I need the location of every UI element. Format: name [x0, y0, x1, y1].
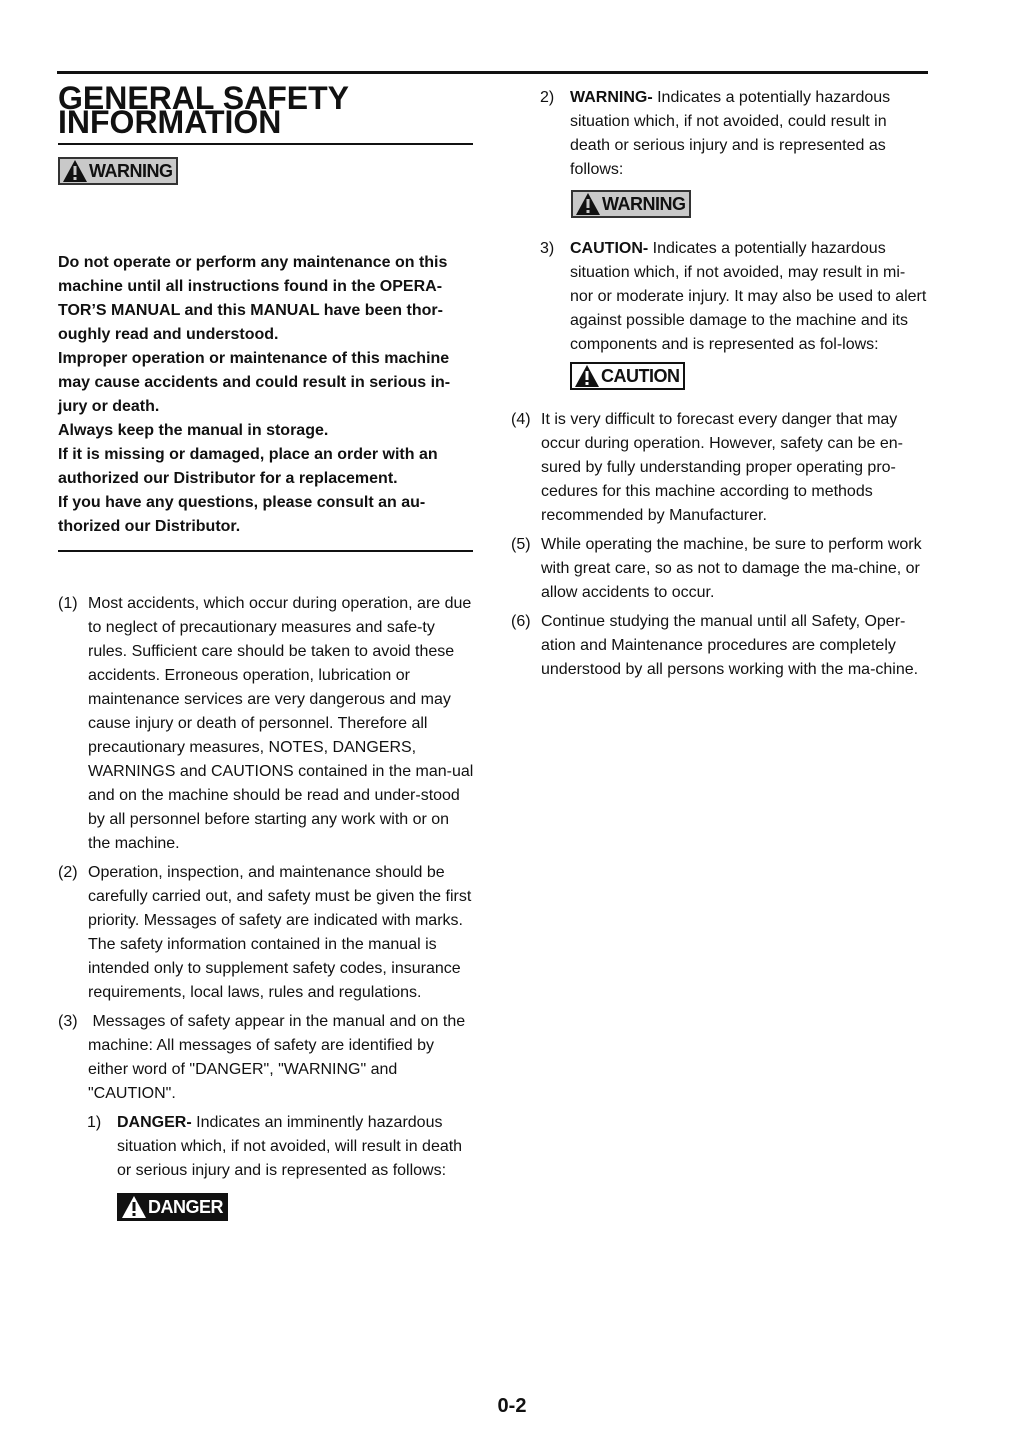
- item-number: (6): [511, 613, 531, 630]
- warning-line-5: If you have any questions, please consult an au-thorized our Distributor.: [58, 494, 426, 535]
- item-text: It is very difficult to forecast every danger that may occur during operation. However, safety can be en-sured by fully understanding proper operating pro-cedures for this machine according to methods recommended by Manufacturer.: [541, 411, 903, 524]
- section-title: GENERAL SAFETY INFORMATION: [58, 80, 349, 140]
- warning-box: [58, 251, 474, 539]
- sub-item-number: 1): [87, 1114, 102, 1131]
- item-number: (4): [511, 411, 531, 428]
- caution-signal-text: CAUTION: [601, 366, 680, 386]
- caution-label-wrap: [511, 362, 928, 396]
- warning-line-3: Always keep the manual in storage.: [58, 422, 329, 439]
- warning-signal-label: [571, 190, 691, 218]
- item-text: While operating the machine, be sure to perform work with great care, so as not to damage the ma-chine, or allow accidents to occur.: [541, 536, 922, 601]
- danger-signal-label: [117, 1193, 228, 1221]
- warning-box-bottom-rule: [58, 550, 473, 552]
- item-text: Messages of safety appear in the manual and on the machine: All messages of safety are identified by either word of "DANGER", "WARNING" and "CAUTION".: [88, 1013, 470, 1102]
- warning-line-1: Do not operate or perform any maintenance on this machine until all instructions found in the OPERA-TOR’S MANUAL and this MANUAL have been thor-oughly read and understood.: [58, 254, 448, 343]
- sub-item-term: DANGER-: [117, 1114, 192, 1131]
- warning-line-2: Improper operation or maintenance of this machine may cause accidents and could result in serious in-jury or death.: [58, 350, 451, 415]
- sub-item-term: CAUTION-: [570, 240, 649, 257]
- item-number: (3): [58, 1013, 78, 1030]
- item-number: (2): [58, 864, 78, 881]
- warning-signal-label: [58, 157, 178, 185]
- exclamation-triangle-icon: [62, 159, 88, 183]
- warning-signal-text: WARNING: [89, 161, 173, 181]
- numbered-list-right: [511, 408, 928, 682]
- page-number: 0-2: [497, 1395, 527, 1417]
- warning-label-wrap-2: [511, 190, 928, 224]
- right-column: [511, 86, 928, 687]
- list-item: [58, 592, 474, 856]
- sub-item-text: Indicates an imminently hazardous situation which, if not avoided, will result in death or serious injury and is represented as follows:: [117, 1114, 463, 1179]
- item-text: Most accidents, which occur during operation, are due to neglect of precautionary measures and safe-ty rules. Sufficient care should be taken to avoid these accidents. Erroneous operation, lubrication or maintenance services are very dangerous and may cause injury or death of personnel. Therefore all precautionary measures, NOTES, DANGERS, WARNINGS and CAUTIONS contained in the man-ual and on the machine should be read and under-stood by all personnel before starting any work with or on the machine.: [88, 595, 474, 852]
- exclamation-triangle-icon: [574, 364, 600, 388]
- item-text: Continue studying the manual until all Safety, Oper-ation and Maintenance procedures are completely understood by all persons working with the ma-chine.: [541, 613, 919, 678]
- list-item: [58, 1010, 474, 1106]
- sub-item-text: Indicates a potentially hazardous situation which, if not avoided, could result in death or serious injury and is represented as follows:: [570, 89, 891, 178]
- warning-line-4: If it is missing or damaged, place an order with an authorized our Distributor for a replacement.: [58, 446, 438, 487]
- sub-item-caution: [511, 237, 928, 357]
- warning-label-wrap: [58, 157, 474, 191]
- sub-item-number: 2): [540, 89, 555, 106]
- left-column: [58, 80, 474, 1227]
- item-number: (5): [511, 536, 531, 553]
- sub-item-number: 3): [540, 240, 555, 257]
- exclamation-triangle-icon: [121, 1195, 147, 1219]
- exclamation-triangle-icon: [575, 192, 601, 216]
- list-item: [511, 610, 928, 682]
- warning-box-top-rule: [58, 143, 473, 145]
- sub-item-text: Indicates a potentially hazardous situation which, if not avoided, may result in mi-nor or moderate injury. It may also be used to alert against possible damage to the machine and its components and is represented as fol-lows:: [570, 240, 927, 353]
- sub-item-term: WARNING-: [570, 89, 653, 106]
- sub-item-warning: [511, 86, 928, 182]
- list-item: [511, 533, 928, 605]
- item-text: Operation, inspection, and maintenance should be carefully carried out, and safety must be given the first priority. Messages of safety are indicated with marks. The safety information contained in the manual is intended only to supplement safety codes, insurance requirements, local laws, rules and regulations.: [88, 864, 472, 1001]
- caution-signal-label: [570, 362, 685, 390]
- sub-item-danger: [58, 1111, 474, 1183]
- top-rule: [57, 71, 928, 74]
- item-number: (1): [58, 595, 78, 612]
- list-item: [58, 861, 474, 1005]
- warning-signal-text: WARNING: [602, 194, 686, 214]
- danger-label-wrap: [58, 1193, 474, 1227]
- numbered-list-left: [58, 592, 474, 1227]
- danger-signal-text: DANGER: [148, 1197, 224, 1217]
- list-item: [511, 408, 928, 528]
